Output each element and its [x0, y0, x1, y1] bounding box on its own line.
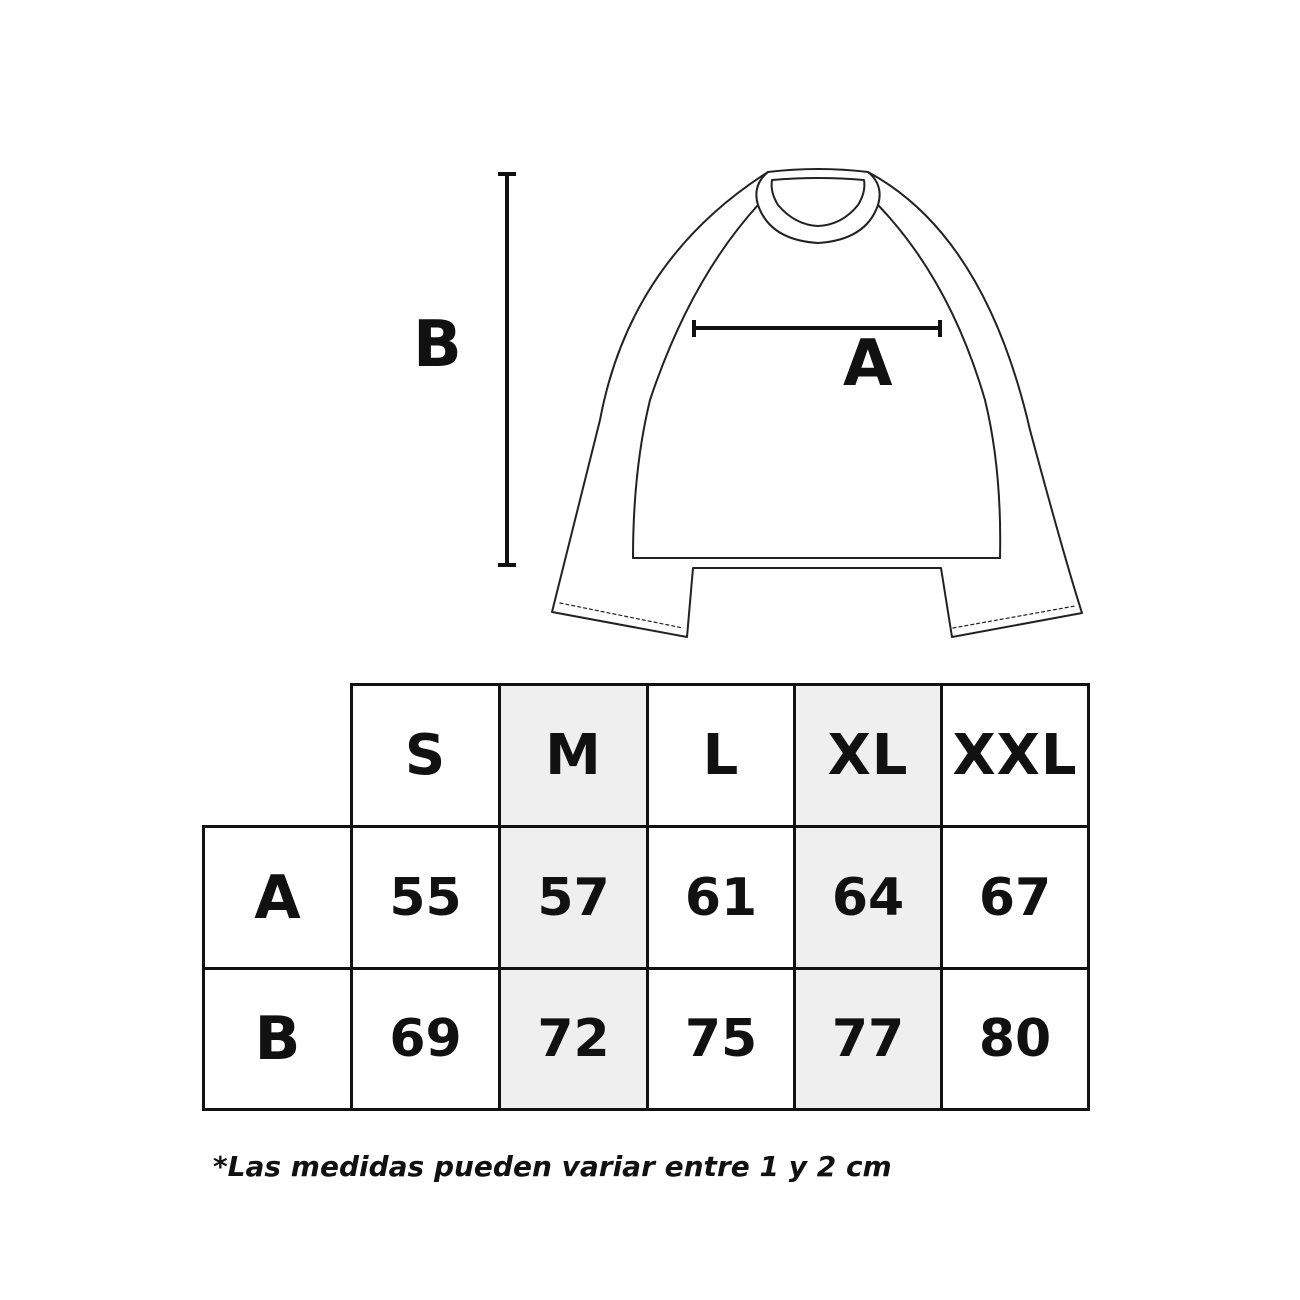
dimension-a-line — [694, 320, 940, 337]
raglan-seam-right — [878, 205, 1000, 558]
cell-b-xl: 77 — [793, 967, 943, 1111]
size-header-xl: XL — [793, 683, 943, 828]
size-header-l: L — [646, 683, 796, 828]
measurement-footnote: *Las medidas pueden variar entre 1 y 2 cm — [213, 1150, 892, 1183]
cell-a-xxl: 67 — [940, 825, 1090, 970]
garment-outline — [552, 169, 1082, 637]
dimension-b-line — [498, 173, 516, 566]
cell-b-m: 72 — [498, 967, 649, 1111]
cell-a-l: 61 — [646, 825, 796, 970]
collar-outer — [756, 172, 879, 243]
cell-a-xl: 64 — [793, 825, 943, 970]
cell-b-s: 69 — [350, 967, 501, 1111]
raglan-seam-left — [633, 205, 758, 558]
size-header-xxl: XXL — [940, 683, 1090, 828]
dimension-b-label: B — [413, 308, 463, 382]
size-table — [202, 683, 1090, 1111]
cell-b-xxl: 80 — [940, 967, 1090, 1111]
dimension-a-label: A — [843, 327, 894, 401]
collar-inner — [772, 178, 865, 226]
size-header-m: M — [498, 683, 649, 828]
cell-a-m: 57 — [498, 825, 649, 970]
size-header-s: S — [350, 683, 501, 828]
cell-b-l: 75 — [646, 967, 796, 1111]
cell-a-s: 55 — [350, 825, 501, 970]
row-label-a: A — [202, 825, 353, 970]
row-label-b: B — [202, 967, 353, 1111]
